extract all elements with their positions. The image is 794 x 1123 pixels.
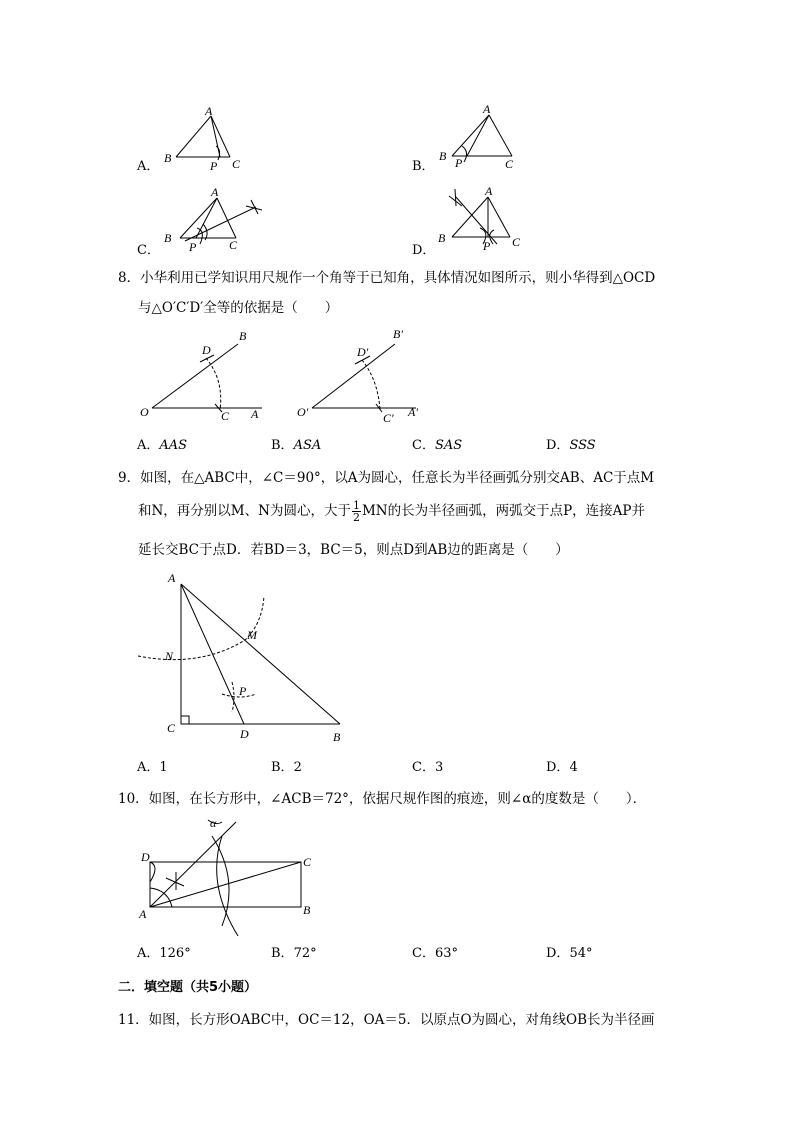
q8-B: B <box>239 329 247 343</box>
q9-stem-line1: 9．如图，在△ABC中，∠C＝90°，以A为圆心，任意长为半径画弧分别交AB、AC于点M <box>118 470 655 486</box>
q10-C: C <box>303 855 312 869</box>
q9-N: N <box>165 649 174 663</box>
q9-option-a: A．1 <box>137 760 168 775</box>
q8-A2: A′ <box>408 405 418 419</box>
fraction-one-half: $\frac{1}{2}$ <box>352 499 360 524</box>
q10-option-c: C．63° <box>412 946 458 961</box>
q9-C: C <box>167 721 176 735</box>
q7c-A: A <box>211 185 219 199</box>
q7c-B: B <box>164 231 172 245</box>
option-a-label: A． <box>137 159 160 174</box>
q8-A: A <box>251 407 259 421</box>
q10-option-b: B．72° <box>271 946 317 961</box>
q10-option-d: D．54° <box>546 946 593 961</box>
q10-A: A <box>139 907 147 921</box>
q8-D: D <box>202 343 211 357</box>
q8-option-a: A．AAS <box>137 438 188 453</box>
q7a-C: C <box>232 157 241 171</box>
section-title: 二．填空题（共5小题） <box>118 980 258 995</box>
q7b-C: C <box>505 157 514 171</box>
q9-A: A <box>168 571 176 585</box>
option-c-label: C． <box>137 243 160 258</box>
q9-option-c: C．3 <box>412 760 444 775</box>
q10-stem-line1: 10．如图，在长方形中，∠ACB＝72°，依据尺规作图的痕迹，则∠α的度数是（ ）． <box>118 791 647 807</box>
q7b-A: A <box>483 102 491 116</box>
q10-alpha: α <box>210 816 217 830</box>
q7b-P: P <box>455 156 463 170</box>
option-d-label: D． <box>412 243 436 258</box>
q9-option-d: D．4 <box>546 760 578 775</box>
q8-option-b: B．ASA <box>271 438 322 453</box>
q7d-B: B <box>438 231 446 245</box>
q9-B: B <box>333 730 341 744</box>
q10-option-a: A．126° <box>137 946 191 961</box>
q8-O: O <box>140 405 149 419</box>
q7c-P: P <box>189 240 197 254</box>
q8-option-d: D．SSS <box>546 438 596 453</box>
q7a-B: B <box>164 151 172 165</box>
q8-C2: C′ <box>383 411 394 425</box>
q9-option-b: B．2 <box>271 760 302 775</box>
q7a-A: A <box>205 104 213 118</box>
option-b-label: B． <box>412 159 435 174</box>
q8-B2: B′ <box>393 327 403 341</box>
q8-D2: D′ <box>357 345 369 359</box>
q7d-A: A <box>485 184 493 198</box>
q9-P: P <box>239 684 247 698</box>
q8-C: C <box>221 409 230 423</box>
q7b-B: B <box>439 149 447 163</box>
q7a-P: P <box>210 159 218 173</box>
q7d-C: C <box>512 235 521 249</box>
q8-stem-line1: 8．小华利用已学知识用尺规作一个角等于已知角，具体情况如图所示，则小华得到△OCD <box>118 270 656 286</box>
q10-D: D <box>141 850 150 864</box>
q9-stem-line2: 和N，再分别以M、N为圆心，大于 $\frac{1}{2}$ MN的长为半径画弧，两弧交于点P，连接AP并 <box>138 499 646 524</box>
q9-D: D <box>240 727 249 741</box>
q8-stem-line2: 与△O′C′D′全等的依据是（ ） <box>138 300 339 316</box>
q8-option-c: C．SAS <box>412 438 463 453</box>
q10-B: B <box>303 903 311 917</box>
q7c-C: C <box>229 238 238 252</box>
q11-stem-line1: 11．如图，长方形OABC中，OC＝12，OA＝5．以原点O为圆心，对角线OB长为半径画 <box>118 1012 655 1028</box>
q9-M: M <box>247 628 257 642</box>
q7d-P: P <box>483 239 491 253</box>
q8-O2: O′ <box>297 405 309 419</box>
q9-stem-line3: 延长交BC于点D．若BD＝3，BC＝5，则点D到AB边的距离是（ ） <box>138 542 569 558</box>
